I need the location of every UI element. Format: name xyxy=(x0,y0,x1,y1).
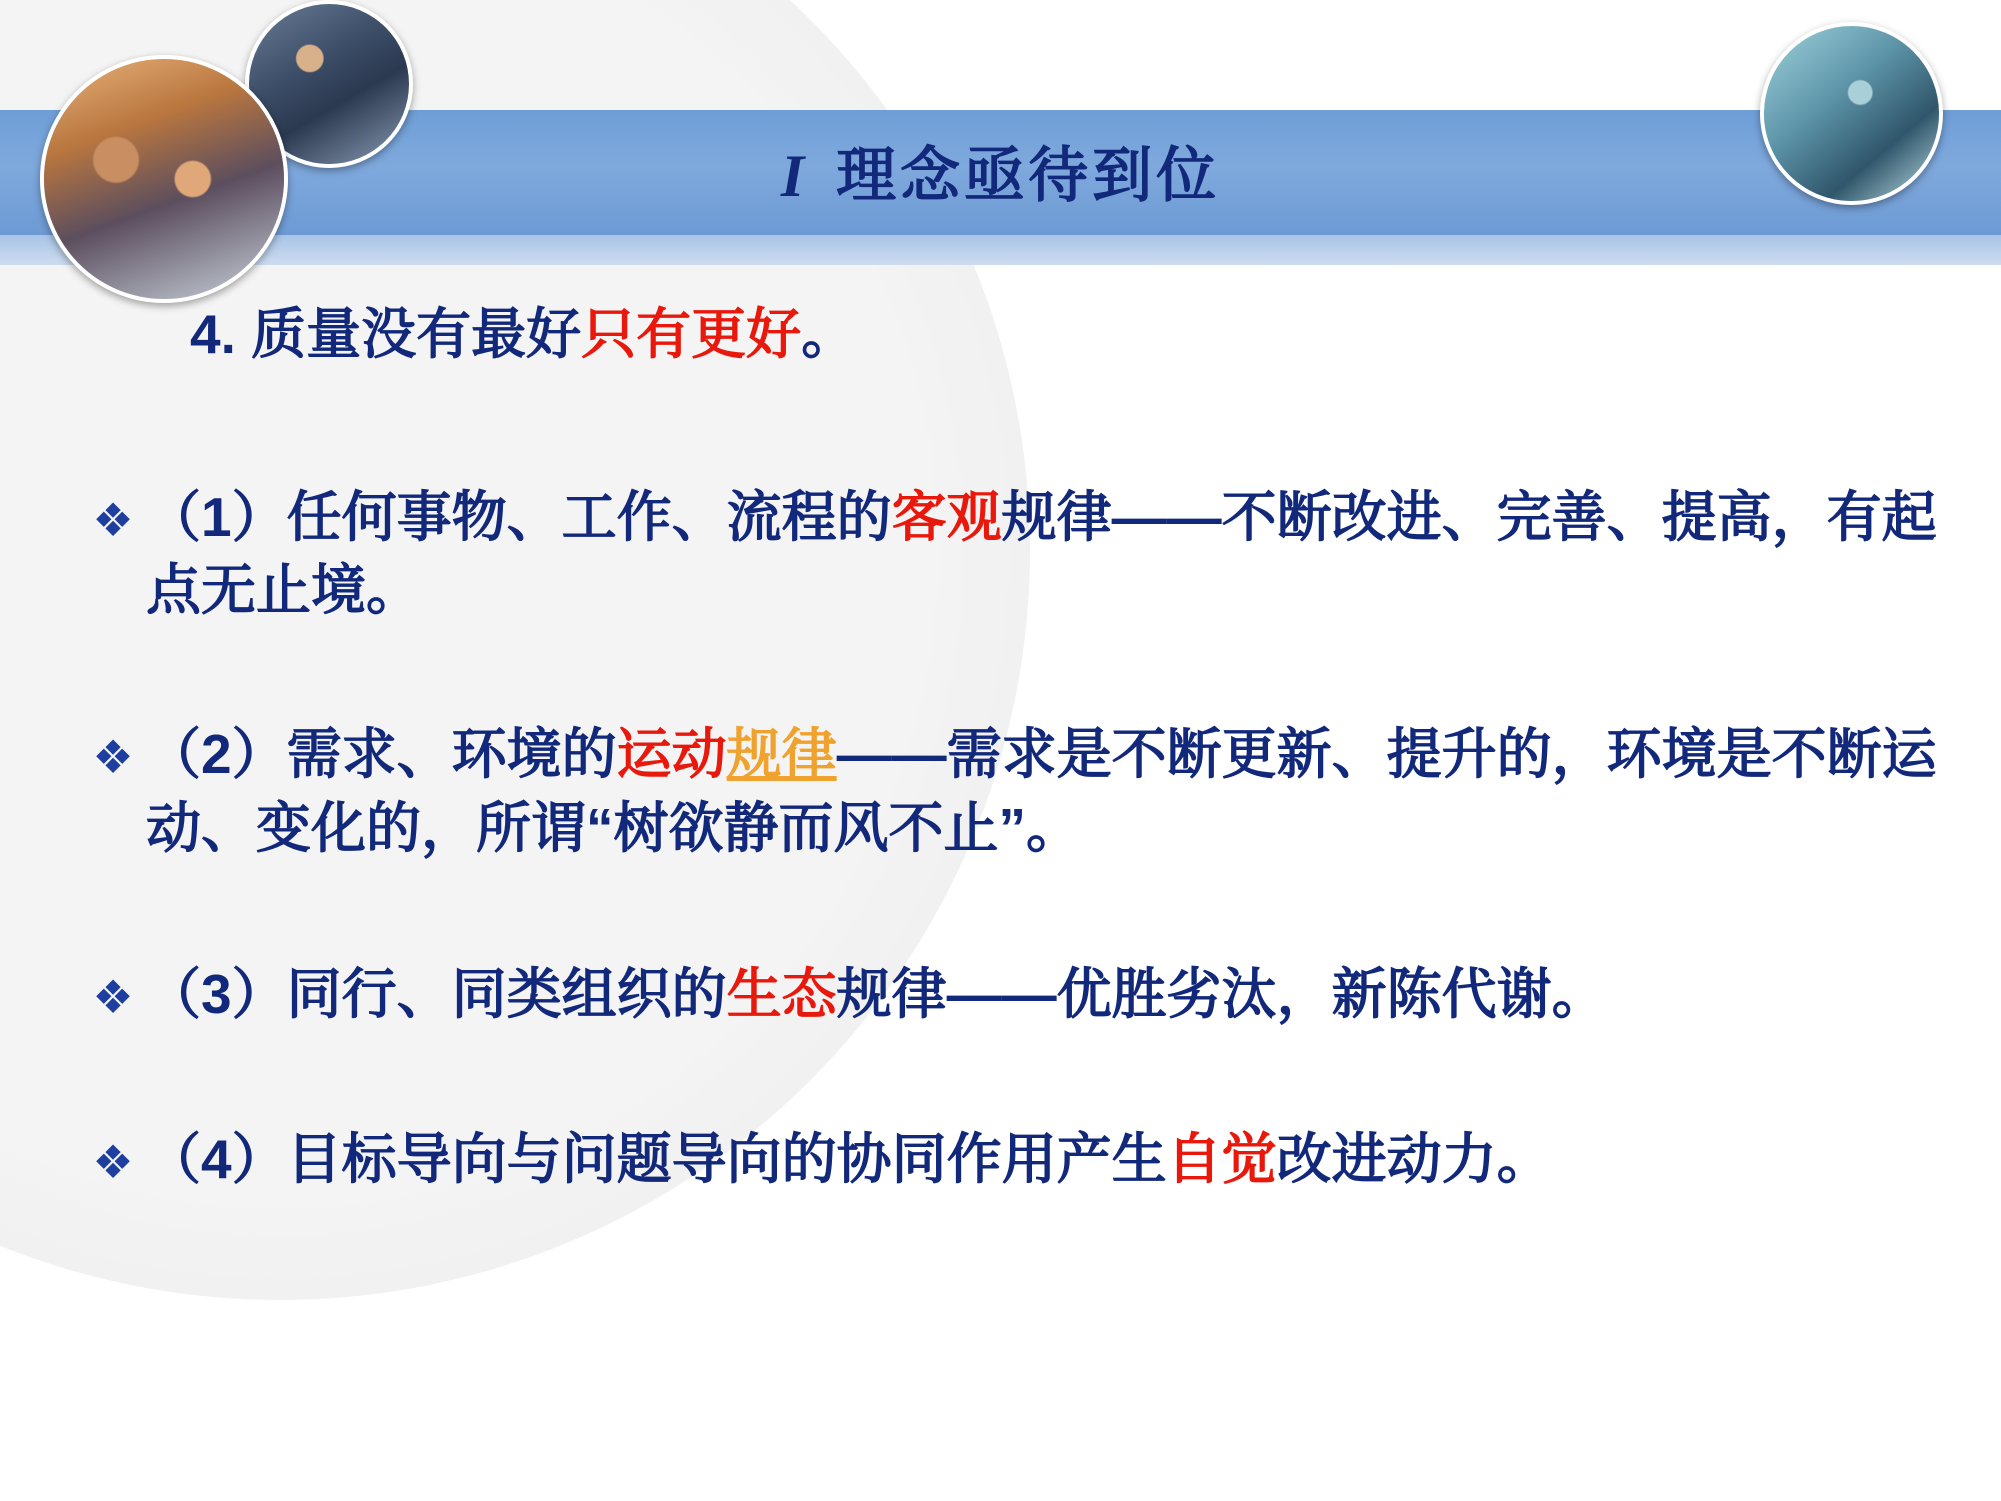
bullet-1-seg-3: 规律——不断改进、完善、提高，有起点无止境。 xyxy=(146,485,1937,622)
diamond-bullet-icon: ❖ xyxy=(92,1136,134,1189)
bullet-label-2: （2） xyxy=(146,723,287,786)
lead-number: 4. xyxy=(190,303,236,365)
bullet-text-4 xyxy=(146,1123,1971,1197)
bullet-4-seg-1: 目标导向与问题导向的协同作用产生 xyxy=(286,1128,1167,1191)
bullet-text-1 xyxy=(146,481,1971,628)
lead-part-1: 质量没有最好 xyxy=(251,303,582,365)
photo-presenter xyxy=(1764,26,1939,201)
photo-bubble-top-right xyxy=(1760,22,1943,205)
slide-content xyxy=(0,300,2001,1197)
bullet-2-seg-3: 规律 xyxy=(726,723,837,786)
bullet-text-3 xyxy=(146,958,1971,1032)
bullet-label-3: （3） xyxy=(146,962,287,1025)
lead-part-2: 。 xyxy=(801,303,857,365)
bullet-3-seg-2: 生态 xyxy=(726,962,837,1025)
bullet-item-1 xyxy=(80,481,2001,628)
photo-bubble-left xyxy=(40,55,288,303)
bullet-3-seg-3: 规律——优胜劣汰，新陈代谢。 xyxy=(836,962,1607,1025)
title-roman-numeral: I xyxy=(780,143,809,209)
bullet-item-2 xyxy=(80,718,2001,865)
diamond-bullet-icon: ❖ xyxy=(92,731,134,784)
bullet-1-seg-1: 任何事物、工作、流程的 xyxy=(286,485,892,548)
photo-team-at-computer xyxy=(44,59,284,299)
title-label: 理念亟待到位 xyxy=(836,142,1221,209)
bullet-1-seg-2: 客观 xyxy=(891,485,1002,548)
bullet-2-seg-1: 需求、环境的 xyxy=(286,723,617,786)
bullet-3-seg-1: 同行、同类组织的 xyxy=(286,962,727,1025)
bullet-item-3 xyxy=(80,958,2001,1032)
bullet-label-1: （1） xyxy=(146,485,287,548)
bullet-4-seg-3: 改进动力。 xyxy=(1276,1128,1552,1191)
bullet-2-seg-2: 运动 xyxy=(616,723,727,786)
bullet-item-4 xyxy=(80,1123,2001,1197)
bullet-label-4: （4） xyxy=(146,1128,287,1191)
lead-highlight: 只有更好 xyxy=(581,303,802,365)
lead-statement xyxy=(190,300,2001,369)
bullet-4-seg-2: 自觉 xyxy=(1166,1128,1277,1191)
diamond-bullet-icon: ❖ xyxy=(92,493,134,546)
diamond-bullet-icon: ❖ xyxy=(92,970,134,1023)
bullet-2-seg-4: ——需求是不断更新、提升的，环境是不断运动、变化的，所谓“树欲静而风不止”。 xyxy=(146,723,1937,859)
title-band-lower-stripe xyxy=(0,235,2001,265)
bullet-text-2 xyxy=(146,718,1971,865)
